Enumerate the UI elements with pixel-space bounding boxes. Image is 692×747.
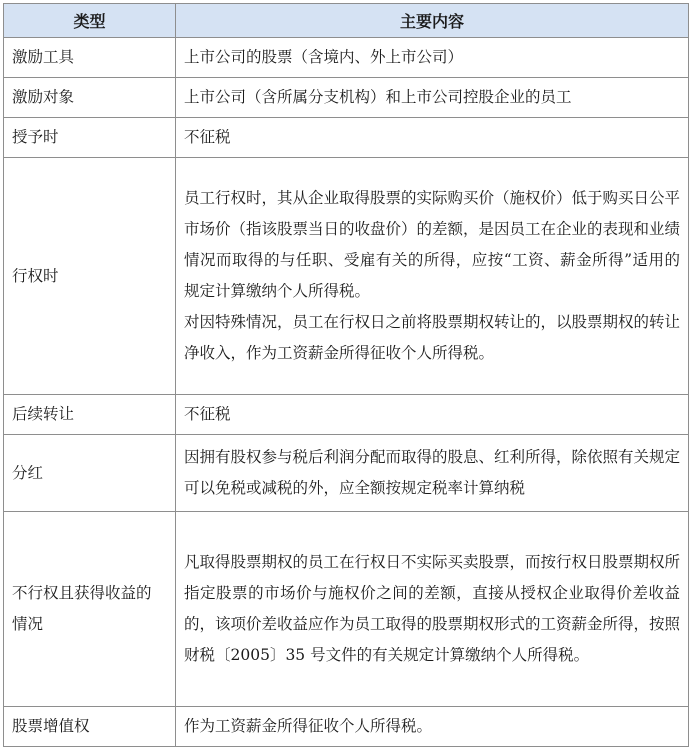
table-header-row — [4, 4, 689, 38]
row-type: 分红 — [4, 435, 176, 512]
row-type: 不行权且获得收益的情况 — [4, 512, 176, 707]
row-content — [176, 118, 689, 158]
content-paragraph: 上市公司（含所属分支机构）和上市公司控股企业的员工 — [184, 88, 572, 106]
row-type: 后续转让 — [4, 395, 176, 435]
table-row — [4, 435, 689, 512]
content-paragraph: 不征税 — [184, 128, 231, 146]
content-paragraph: 员工行权时，其从企业取得股票的实际购买价（施权价）低于购买日公平市场价（指该股票当日的收盘价）的差额，是因员工在企业的表现和业绩情况而取得的与任职、受雇有关的所得，应按“工资、薪金所得”适用的规定计算缴纳个人所得税。 — [184, 189, 681, 300]
row-type: 激励工具 — [4, 38, 176, 78]
content-paragraph: 凡取得股票期权的员工在行权日不实际买卖股票，而按行权日股票期权所指定股票的市场价与施权价之间的差额，直接从授权企业取得价差收益的，该项价差收益应作为员工取得的股票期权形式的工资薪金所得，按照财税〔2005〕35 号文件的有关规定计算缴纳个人所得税。 — [184, 553, 681, 664]
row-content — [176, 158, 689, 395]
row-content — [176, 38, 689, 78]
table-row — [4, 512, 689, 707]
table-row — [4, 118, 689, 158]
content-paragraph: 不征税 — [184, 405, 231, 423]
row-type: 股票增值权 — [4, 707, 176, 747]
table-row — [4, 78, 689, 118]
table-row — [4, 38, 689, 78]
header-content: 主要内容 — [176, 4, 689, 38]
content-paragraph: 上市公司的股票（含境内、外上市公司） — [184, 48, 464, 66]
row-type: 激励对象 — [4, 78, 176, 118]
row-content — [176, 512, 689, 707]
content-paragraph: 因拥有股权参与税后利润分配而取得的股息、红利所得，除依照有关规定可以免税或减税的外，应全额按规定税率计算纳税 — [184, 448, 681, 497]
row-content — [176, 78, 689, 118]
table-row — [4, 707, 689, 747]
row-content — [176, 707, 689, 747]
table-row — [4, 158, 689, 395]
table-row — [4, 395, 689, 435]
header-type: 类型 — [4, 4, 176, 38]
row-type: 授予时 — [4, 118, 176, 158]
tax-summary-table — [3, 3, 689, 747]
row-content — [176, 395, 689, 435]
row-content — [176, 435, 689, 512]
row-type: 行权时 — [4, 158, 176, 395]
content-paragraph: 对因特殊情况，员工在行权日之前将股票期权转让的，以股票期权的转让净收入，作为工资薪金所得征收个人所得税。 — [184, 313, 681, 362]
content-paragraph: 作为工资薪金所得征收个人所得税。 — [184, 717, 433, 735]
